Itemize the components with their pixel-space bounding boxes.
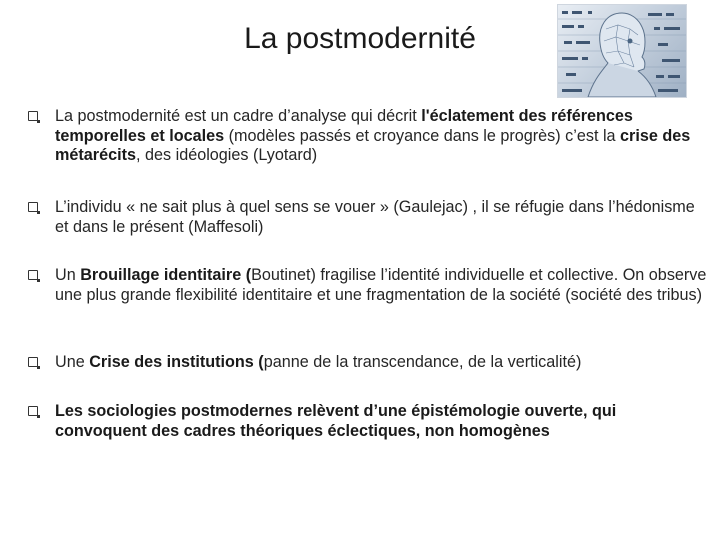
- bullet-text: , des idéologies (Lyotard): [136, 146, 318, 164]
- bullet-emphasis: Les sociologies postmodernes relèvent d’une épistémologie ouverte, qui convoquent des cadres théoriques éclectiques, non homogènes: [55, 402, 617, 440]
- bullet-item: [28, 266, 708, 305]
- bullet-text: Une: [55, 353, 90, 371]
- checkbox-square-icon: [28, 202, 38, 212]
- bullet-emphasis: l'éclatement des références temporelles et locales: [55, 107, 633, 145]
- bullet-text: L’individu « ne sait plus à quel sens se vouer » (Gaulejac) , il se réfugie dans l’hédonisme et dans le présent (Maffesoli): [55, 198, 695, 236]
- bullet-item: [28, 198, 708, 237]
- slide-title: La postmodernité: [244, 22, 476, 55]
- bullet-item: [28, 107, 708, 166]
- bullet-emphasis: crise des métarécits: [55, 126, 691, 164]
- bullet-emphasis: Brouillage identitaire (: [80, 266, 252, 284]
- bullet-text: La postmodernité est un cadre d’analyse qui décrit: [55, 107, 422, 125]
- bullet-emphasis: Crise des institutions (: [89, 353, 264, 371]
- checkbox-square-icon: [28, 270, 38, 280]
- checkbox-square-icon: [28, 357, 38, 367]
- bullet-text: (modèles passés et croyance dans le progrès) c’est la: [224, 126, 621, 145]
- bullet-text: panne de la transcendance, de la verticalité): [263, 353, 582, 371]
- bullet-item: [28, 402, 708, 441]
- bullet-text: Un: [55, 266, 81, 284]
- digital-head-graphic: [558, 5, 686, 97]
- bullet-text: Boutinet) fragilise l’identité individuelle et collective. On observe une plus grande flexibilité identitaire et une fragmentation de la société (société des tribus): [55, 266, 707, 304]
- digital-head-illustration: [557, 4, 687, 98]
- checkbox-square-icon: [28, 406, 38, 416]
- checkbox-square-icon: [28, 111, 38, 121]
- bullet-item: [28, 353, 581, 373]
